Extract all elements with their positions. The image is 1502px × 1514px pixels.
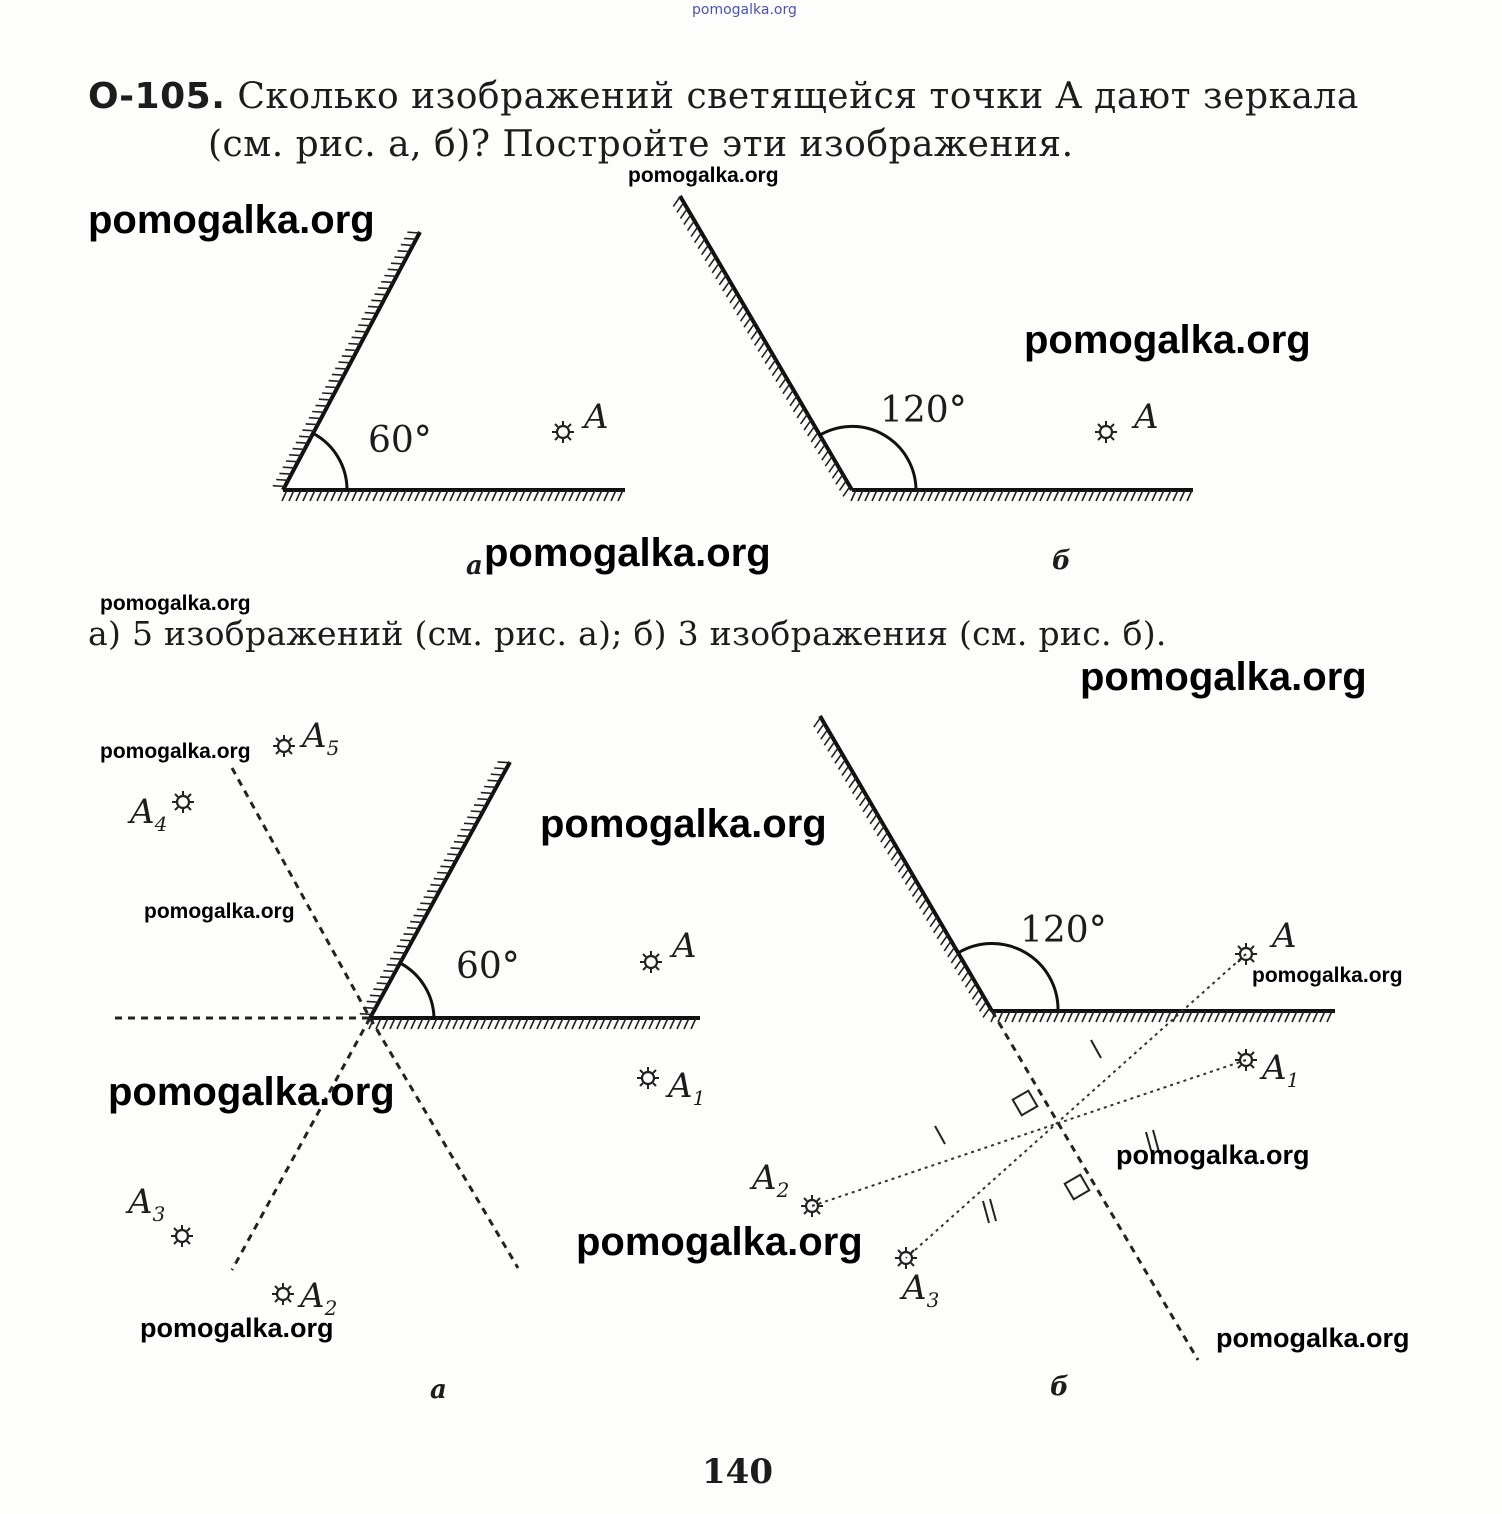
hatch-stroke	[948, 947, 955, 957]
hatch-stroke	[794, 402, 801, 412]
hatch-stroke	[494, 768, 506, 769]
hatch-stroke	[835, 754, 842, 764]
hatch-stroke	[407, 232, 419, 233]
hatch-stroke	[393, 952, 405, 953]
hatch-stroke	[404, 238, 416, 239]
caption-bottom-b: б	[1050, 1372, 1069, 1402]
hatch-stroke	[383, 971, 395, 972]
hatch-stroke	[719, 275, 726, 285]
hatch-stroke	[401, 245, 413, 246]
hatch-stroke	[790, 396, 797, 406]
hatch-stroke	[283, 467, 295, 468]
image-label-a1-bottom-a: $A_1$	[668, 1066, 706, 1110]
watermark: pomogalka.org	[100, 740, 251, 763]
hatch-stroke	[709, 257, 716, 267]
answer-text: а) 5 изображений (см. рис. а); б) 3 изображения (см. рис. б).	[88, 614, 1167, 653]
hatch-stroke	[748, 323, 755, 333]
hatch-stroke	[779, 378, 786, 388]
point-label-top-a: A	[584, 397, 609, 437]
hatch-stroke	[832, 468, 839, 478]
hatch-stroke	[691, 227, 698, 237]
hatch-stroke	[913, 887, 920, 897]
hatch-stroke	[895, 856, 902, 866]
hatch-stroke	[498, 762, 510, 763]
image-a4-bottom-a	[172, 791, 194, 813]
image-label-a5-bottom-a: $A_5$	[302, 716, 340, 760]
point-a-top-b	[1095, 421, 1117, 443]
hatch-stroke	[368, 306, 380, 307]
hatch-stroke	[451, 848, 463, 849]
image-label-a1-bottom-b: $A_1$	[1262, 1048, 1300, 1092]
hatch-stroke	[822, 450, 829, 460]
hatch-stroke	[461, 830, 473, 831]
dotted-a1-a2	[812, 1060, 1246, 1206]
hatch-stroke	[842, 766, 849, 776]
hatch-stroke	[980, 1002, 987, 1012]
hatch-stroke	[312, 412, 324, 413]
hatch-stroke	[831, 748, 838, 758]
mirror-top-b-incline	[680, 196, 852, 490]
hatch-stroke	[370, 995, 382, 996]
hatch-stroke	[737, 305, 744, 315]
hatch-stroke	[319, 399, 331, 400]
hatch-stroke	[787, 390, 794, 400]
hatch-stroke	[404, 934, 416, 935]
hatch-stroke	[891, 850, 898, 860]
hatch-stroke	[464, 823, 476, 824]
hatch-stroke	[397, 946, 409, 947]
hatch-stroke	[758, 342, 765, 352]
watermark: pomogalka.org	[1080, 655, 1367, 699]
caption-top-a: а	[466, 551, 483, 581]
hatch-stroke	[839, 760, 846, 770]
hatch-stroke	[934, 923, 941, 933]
hatch-stroke	[877, 826, 884, 836]
point-a-top-a	[552, 421, 574, 443]
watermark: pomogalka.org	[100, 592, 251, 615]
hatch-stroke	[716, 269, 723, 279]
hatch-stroke	[467, 817, 479, 818]
hatch-stroke	[348, 344, 360, 345]
hatch-stroke	[388, 269, 400, 270]
hatch-stroke	[391, 263, 403, 264]
hatch-stroke	[325, 387, 337, 388]
hatch-stroke	[673, 197, 680, 207]
watermark: pomogalka.org	[484, 531, 771, 575]
hatch-stroke	[373, 989, 385, 990]
watermark: pomogalka.org	[576, 1220, 863, 1264]
hatch-stroke	[387, 965, 399, 966]
hatch-stroke	[898, 862, 905, 872]
mirror-top-b-incline-hatch	[673, 197, 850, 497]
hatch-stroke	[741, 311, 748, 321]
hatch-stroke	[705, 251, 712, 261]
hatch-stroke	[410, 922, 422, 923]
point-a-bottom-a	[640, 951, 662, 973]
hatch-stroke	[293, 449, 305, 450]
hatch-stroke	[941, 935, 948, 945]
hatch-stroke	[909, 881, 916, 891]
hatch-stroke	[367, 1001, 379, 1002]
hatch-stroke	[302, 430, 314, 431]
hatch-stroke	[937, 929, 944, 939]
hatch-stroke	[808, 426, 815, 436]
hatch-stroke	[342, 356, 354, 357]
watermark: pomogalka.org	[1216, 1323, 1410, 1353]
hatch-stroke	[958, 965, 965, 975]
hatch-stroke	[825, 456, 832, 466]
angle-arc-top-a	[314, 434, 348, 490]
dotted-a-a3	[906, 954, 1246, 1258]
hatch-stroke	[381, 282, 393, 283]
watermark: pomogalka.org	[1024, 318, 1311, 362]
hatch-stroke	[417, 909, 429, 910]
hatch-stroke	[828, 742, 835, 752]
hatch-stroke	[474, 805, 486, 806]
hatch-stroke	[962, 971, 969, 981]
hatch-stroke	[380, 977, 392, 978]
image-label-a3-bottom-b: $A_3$	[902, 1268, 940, 1312]
hatch-stroke	[916, 893, 923, 903]
hatch-stroke	[976, 996, 983, 1006]
hatch-stroke	[400, 940, 412, 941]
hatch-stroke	[849, 778, 856, 788]
image-label-a2-bottom-a: $A_2$	[300, 1276, 338, 1320]
hatch-stroke	[801, 414, 808, 424]
angle-label-bottom-a: 60°	[456, 946, 520, 987]
hatch-stroke	[927, 911, 934, 921]
mirror-bottom-b-incline-hatch	[814, 717, 990, 1017]
dashed-extension-incline-b	[992, 1011, 1198, 1360]
caption-bottom-a: а	[430, 1375, 447, 1405]
hatch-stroke	[923, 905, 930, 915]
hatch-stroke	[394, 257, 406, 258]
dashed-line-a1	[370, 1018, 518, 1268]
hatch-stroke	[698, 239, 705, 249]
hatch-stroke	[339, 362, 351, 363]
watermark: pomogalka.org	[1252, 964, 1403, 987]
figure-top-a	[273, 232, 625, 501]
hatch-stroke	[680, 209, 687, 219]
hatch-stroke	[733, 299, 740, 309]
hatch-stroke	[762, 348, 769, 358]
watermark: pomogalka.org	[88, 198, 375, 242]
watermark: pomogalka.org	[144, 900, 295, 923]
hatch-stroke	[362, 319, 374, 320]
hatch-stroke	[797, 408, 804, 418]
hatch-stroke	[286, 461, 298, 462]
hatch-stroke	[434, 879, 446, 880]
hatch-stroke	[955, 959, 962, 969]
hatch-stroke	[377, 983, 389, 984]
hatch-stroke	[811, 432, 818, 442]
image-label-a2-bottom-b: $A_2$	[752, 1158, 790, 1202]
hatch-stroke	[817, 723, 824, 733]
hatch-stroke	[888, 844, 895, 854]
hatch-stroke	[870, 814, 877, 824]
hatch-stroke	[484, 787, 496, 788]
hatch-stroke	[306, 424, 318, 425]
hatch-stroke	[776, 372, 783, 382]
hatch-stroke	[273, 486, 285, 487]
hatch-stroke	[783, 384, 790, 394]
hatch-stroke	[867, 808, 874, 818]
hatch-stroke	[491, 774, 503, 775]
hatch-stroke	[688, 221, 695, 231]
hatch-stroke	[332, 374, 344, 375]
hatch-stroke	[726, 287, 733, 297]
hatch-stroke	[969, 983, 976, 993]
hatch-stroke	[829, 462, 836, 472]
hatch-stroke	[818, 444, 825, 454]
problem-statement-line2: (см. рис. а, б)? Постройте эти изображения.	[208, 124, 1074, 165]
hatch-stroke	[488, 780, 500, 781]
hatch-stroke	[821, 729, 828, 739]
image-a5-bottom-a	[273, 735, 295, 757]
watermark-top: pomogalka.org	[692, 2, 797, 18]
hatch-stroke	[881, 832, 888, 842]
hatch-stroke	[884, 838, 891, 848]
hatch-stroke	[684, 215, 691, 225]
hatch-stroke	[836, 475, 843, 485]
watermark: pomogalka.org	[540, 802, 827, 846]
angle-label-top-a: 60°	[368, 420, 432, 461]
hatch-stroke	[316, 405, 328, 406]
hatch-stroke	[360, 1014, 372, 1015]
hatch-stroke	[454, 842, 466, 843]
hatch-stroke	[420, 903, 432, 904]
image-a1-bottom-a	[637, 1067, 659, 1089]
hatch-stroke	[375, 294, 387, 295]
hatch-stroke	[365, 313, 377, 314]
figure-bottom-b	[801, 716, 1335, 1360]
hatch-stroke	[853, 784, 860, 794]
hatch-stroke	[398, 251, 410, 252]
dashed-line-a5	[232, 768, 370, 1018]
hatch-stroke	[414, 915, 426, 916]
hatch-stroke	[407, 928, 419, 929]
hatch-stroke	[384, 276, 396, 277]
hatch-stroke	[702, 245, 709, 255]
hatch-stroke	[863, 802, 870, 812]
hatch-stroke	[712, 263, 719, 273]
right-angle-mark-2	[1065, 1175, 1090, 1200]
image-label-a3-bottom-a: $A_3$	[128, 1182, 166, 1226]
hatch-stroke	[874, 820, 881, 830]
problem-text-line1: Сколько изображений светящейся точки A дают зеркала	[237, 76, 1359, 117]
hatch-stroke	[352, 337, 364, 338]
hatch-stroke	[846, 772, 853, 782]
hatch-stroke	[804, 420, 811, 430]
hatch-stroke	[840, 481, 847, 491]
hatch-stroke	[860, 796, 867, 806]
right-angle-mark-1	[1013, 1091, 1038, 1116]
watermark: pomogalka.org	[628, 164, 779, 187]
hatch-stroke	[444, 860, 456, 861]
point-label-bottom-a: A	[672, 926, 697, 966]
hatch-stroke	[299, 436, 311, 437]
hatch-stroke	[695, 233, 702, 243]
watermark: pomogalka.org	[140, 1313, 334, 1343]
hatch-stroke	[730, 293, 737, 303]
hatch-stroke	[951, 953, 958, 963]
hatch-stroke	[335, 368, 347, 369]
hatch-stroke	[477, 799, 489, 800]
page-number: 140	[702, 1452, 773, 1492]
hatch-stroke	[944, 941, 951, 951]
watermark: pomogalka.org	[108, 1070, 395, 1114]
point-label-bottom-b: A	[1272, 916, 1297, 956]
hatch-stroke	[447, 854, 459, 855]
hatch-stroke	[276, 480, 288, 481]
problem-number: О-105.	[88, 76, 226, 117]
hatch-stroke	[371, 300, 383, 301]
image-a3-bottom-a	[171, 1225, 193, 1247]
hatch-stroke	[930, 917, 937, 927]
hatch-stroke	[437, 873, 449, 874]
hatch-stroke	[430, 885, 442, 886]
hatch-stroke	[481, 793, 493, 794]
hatch-stroke	[744, 317, 751, 327]
hatch-stroke	[965, 977, 972, 987]
hatch-stroke	[856, 790, 863, 800]
image-a2-bottom-a	[272, 1283, 294, 1305]
hatch-stroke	[322, 393, 334, 394]
hatch-stroke	[723, 281, 730, 291]
hatch-stroke	[345, 350, 357, 351]
hatch-stroke	[390, 958, 402, 959]
caption-top-b: б	[1052, 546, 1071, 576]
hatch-stroke	[751, 330, 758, 340]
hatch-stroke	[309, 418, 321, 419]
hatch-stroke	[358, 325, 370, 326]
hatch-stroke	[471, 811, 483, 812]
hatch-stroke	[765, 354, 772, 364]
hatch-stroke	[440, 866, 452, 867]
dashed-extension-incline	[232, 1018, 370, 1270]
hatch-stroke	[296, 442, 308, 443]
hatch-stroke	[920, 899, 927, 909]
hatch-stroke	[905, 875, 912, 885]
hatch-stroke	[279, 473, 291, 474]
hatch-stroke	[755, 336, 762, 346]
hatch-stroke	[289, 455, 301, 456]
problem-statement-line1	[88, 76, 1359, 117]
hatch-stroke	[457, 836, 469, 837]
hatch-stroke	[427, 891, 439, 892]
hatch-stroke	[983, 1008, 990, 1018]
watermark: pomogalka.org	[1116, 1140, 1310, 1170]
hatch-stroke	[814, 717, 821, 727]
hatch-stroke	[972, 989, 979, 999]
hatch-stroke	[824, 735, 831, 745]
angle-label-top-b: 120°	[880, 390, 967, 431]
angle-arc-bottom-a	[400, 963, 434, 1018]
hatch-stroke	[378, 288, 390, 289]
hatch-stroke	[815, 438, 822, 448]
hatch-stroke	[772, 366, 779, 376]
image-label-a4-bottom-a: $A_4$	[130, 792, 168, 836]
hatch-stroke	[329, 381, 341, 382]
hatch-stroke	[424, 897, 436, 898]
angle-label-bottom-b: 120°	[1020, 910, 1107, 951]
hatch-stroke	[355, 331, 367, 332]
hatch-stroke	[677, 203, 684, 213]
point-label-top-b: A	[1134, 397, 1159, 437]
hatch-stroke	[902, 869, 909, 879]
hatch-stroke	[843, 487, 850, 497]
hatch-stroke	[769, 360, 776, 370]
